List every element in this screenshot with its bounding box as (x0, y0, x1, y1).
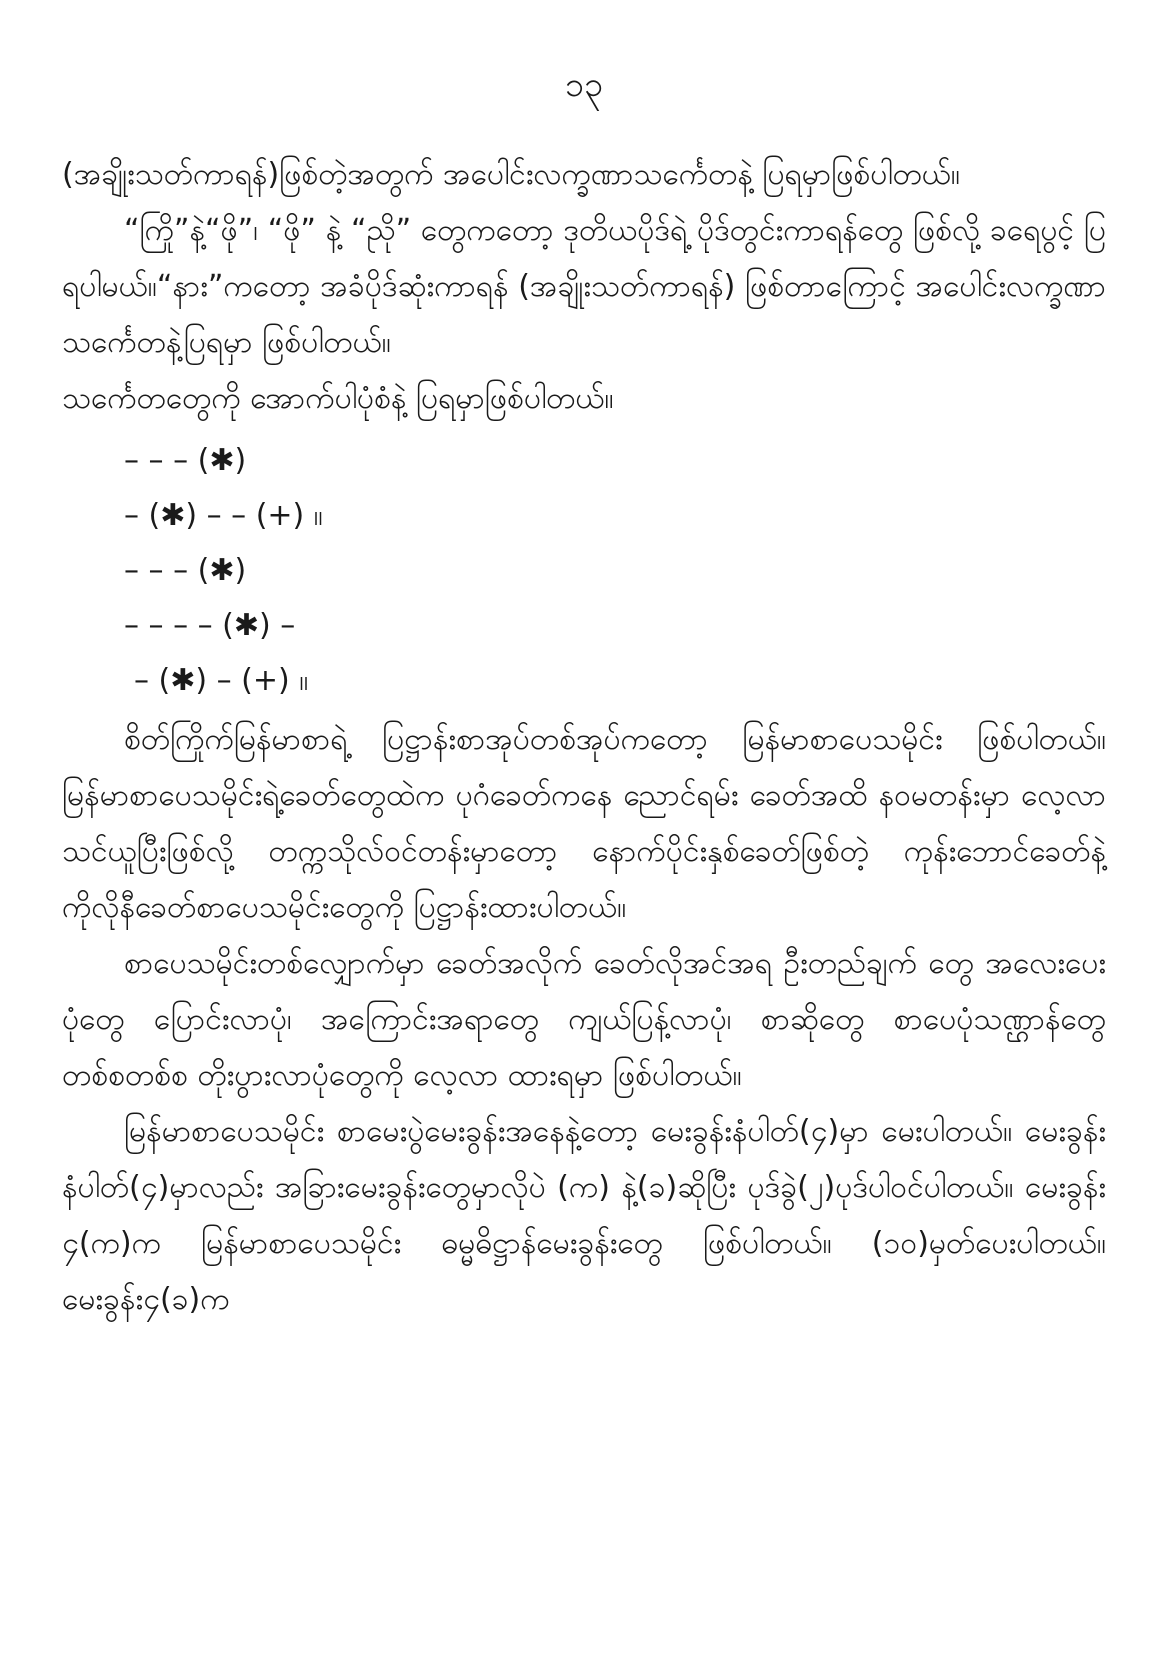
pattern-line: – – – – (✱) – (124, 608, 296, 643)
pattern-line: – (✱) – – (+) ။ (124, 498, 323, 533)
paragraph-2: “ကြို”နဲ့“ဖို”၊ “ဖို” နဲ့ “ညို” တွေကတော့ ဒုတိယပိုဒ်ရဲ့ ပိုဒ်တွင်းကာရန်တွေ ဖြစ်လို့ ခရေပွင့် ပြရပါမယ်။“နား”ကတော့ အခံပိုဒ်ဆုံးကာရန် (အချိုးသတ်ကာရန်) ဖြစ်တာကြောင့် အပေါင်းလက္ခဏာသင်္ကေတနဲ့ပြရမှာ ဖြစ်ပါတယ်။ (62, 213, 1106, 360)
pattern-line: – – – (✱) (124, 443, 247, 478)
pattern-line: – (✱) – (+) ။ (134, 663, 309, 698)
paragraph-5: စာပေသမိုင်းတစ်လျှောက်မှာ ခေတ်အလိုက် ခေတ်လိုအင်အရ ဦးတည်ချက် တွေ အလေးပေးပုံတွေ ပြောင်းလာပုံ၊ အကြောင်းအရာတွေ ကျယ်ပြန့်လာပုံ၊ စာဆိုတွေ စာပေပုံသဏ္ဌာန်တွေ တစ်စတစ်စ တိုးပွားလာပုံတွေကို လေ့လာ ထားရမှာ ဖြစ်ပါတယ်။ (62, 946, 1106, 1093)
paragraph-3: သင်္ကေတတွေကို အောက်ပါပုံစံနဲ့ ပြရမှာဖြစ်ပါတယ်။ (62, 381, 614, 416)
paragraph-4: စိတ်ကြိုက်မြန်မာစာရဲ့ ပြဋ္ဌာန်းစာအုပ်တစ်အုပ်ကတော့ မြန်မာစာပေသမိုင်း ဖြစ်ပါတယ်။ မြန်မာစာပေသမိုင်းရဲ့ခေတ်တွေထဲက ပုဂံခေတ်ကနေ ညောင်ရမ်း ခေတ်အထိ နဝမတန်းမှာ လေ့လာသင်ယူပြီးဖြစ်လို့ တက္ကသိုလ်ဝင်တန်းမှာတော့ နောက်ပိုင်းနှစ်ခေတ်ဖြစ်တဲ့ ကုန်းဘောင်ခေတ်နဲ့ ကိုလိုနီခေတ်စာပေသမိုင်းတွေကို ပြဋ္ဌာန်းထားပါတယ်။ (62, 722, 1106, 925)
page-number: ၁၃ (564, 65, 604, 105)
paragraph-6: မြန်မာစာပေသမိုင်း စာမေးပွဲမေးခွန်းအနေနဲ့တော့ မေးခွန်းနံပါတ်(၄)မှာ မေးပါတယ်။ မေးခွန်း နံပါတ်(၄)မှာလည်း အခြားမေးခွန်းတွေမှာလိုပဲ (က) နဲ့(ခ)ဆိုပြီး ပုဒ်ခွဲ(၂)ပုဒ်ပါဝင်ပါတယ်။ မေးခွန်း ၄(က)က မြန်မာစာပေသမိုင်း ဓမ္မဓိဋ္ဌာန်မေးခွန်းတွေ ဖြစ်ပါတယ်။ (၁၀)မှတ်ပေးပါတယ်။ မေးခွန်း၄(ခ)က (62, 1114, 1106, 1317)
paragraph-1: (အချိုးသတ်ကာရန်)ဖြစ်တဲ့အတွက် အပေါင်းလက္ခဏာသင်္ကေတနဲ့ ပြရမှာဖြစ်ပါတယ်။ (62, 157, 961, 192)
symbol-pattern-block (62, 433, 1106, 708)
pattern-line: – – – (✱) (124, 553, 247, 588)
